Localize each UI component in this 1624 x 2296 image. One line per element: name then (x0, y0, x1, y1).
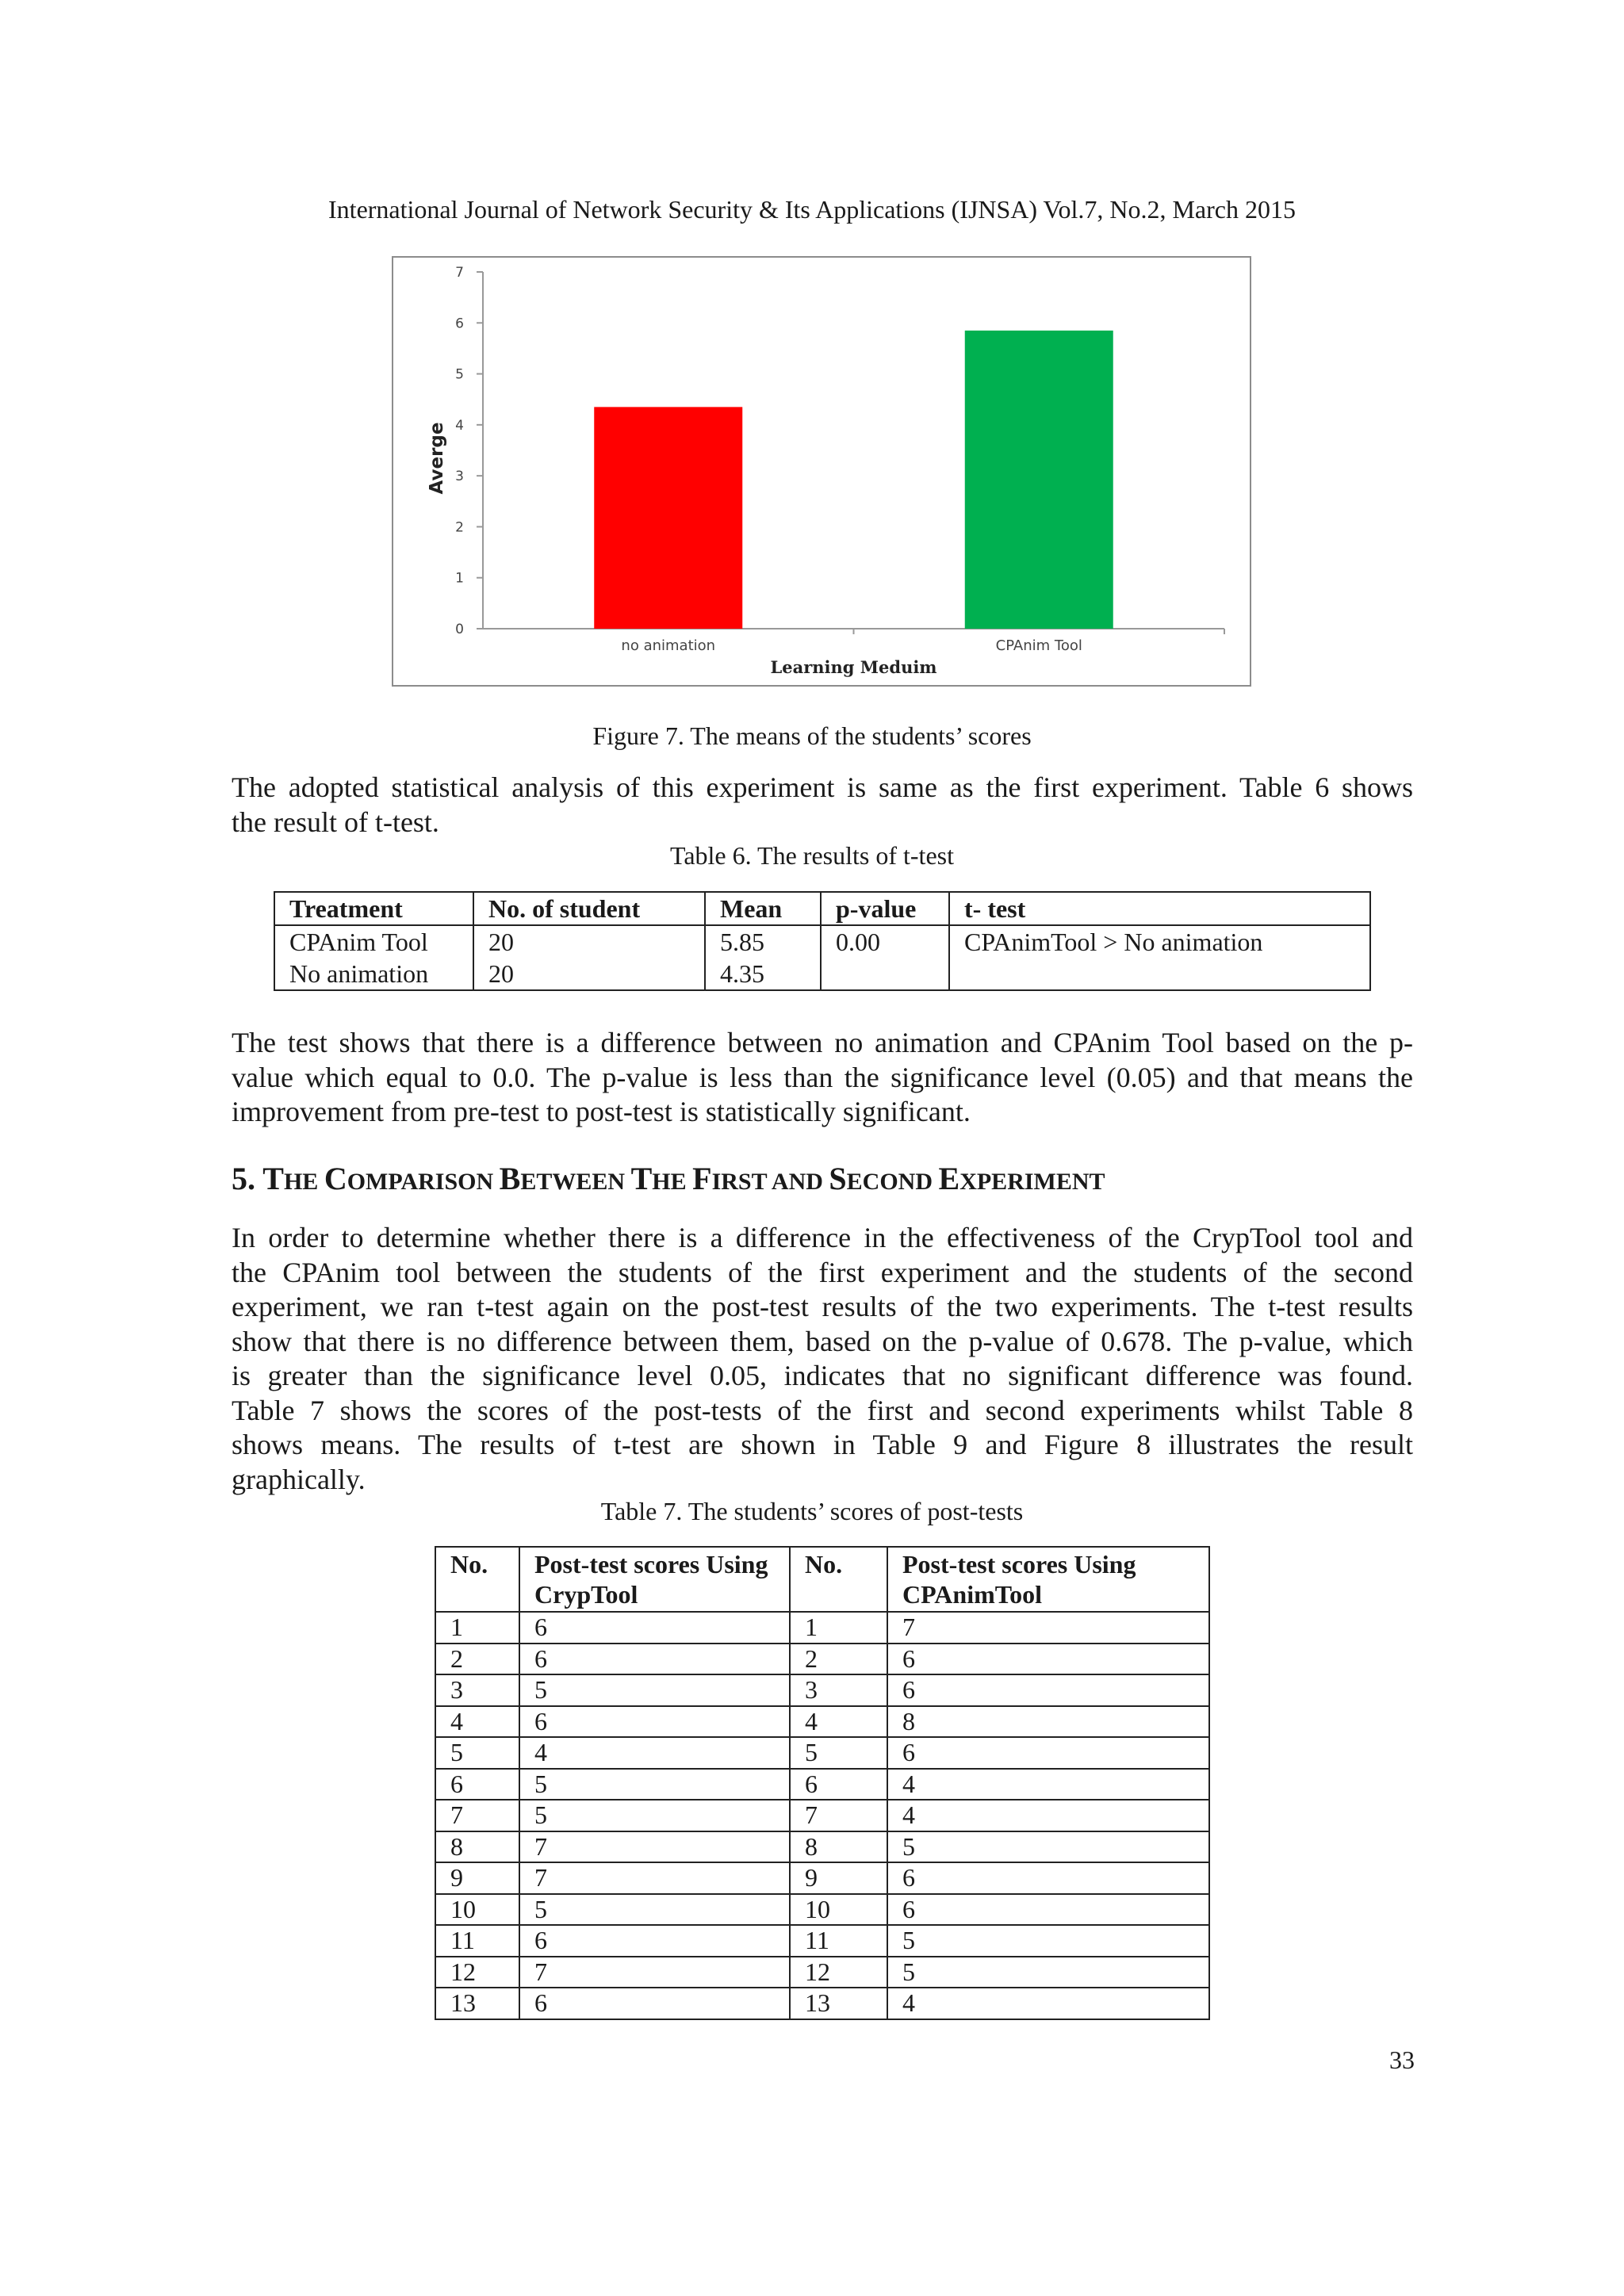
table-cell: 5 (887, 1957, 1209, 1988)
table-row (435, 1644, 1209, 1675)
section-title-part: IRST AND (711, 1169, 829, 1195)
table-row (435, 1612, 1209, 1644)
table-cell: 7 (887, 1612, 1209, 1644)
table-cell: 11 (790, 1925, 887, 1957)
section-5-heading (232, 1160, 1105, 1197)
table-row (274, 925, 1370, 958)
section-title-part: ECOND (846, 1169, 939, 1195)
table-cell: 6 (887, 1862, 1209, 1894)
section-5-paragraph (232, 1221, 1413, 1497)
section-title-part: HE (283, 1169, 324, 1195)
table-header-cell: Post-test scores Using CrypTool (519, 1547, 790, 1612)
table-cell: 10 (435, 1894, 519, 1926)
table-cell: 5 (519, 1674, 790, 1706)
table-header-cell: No. (790, 1547, 887, 1612)
section-title-part: B (499, 1161, 521, 1196)
table-cell: 6 (519, 1706, 790, 1738)
para-line: the result of t-test. (232, 806, 439, 838)
table-cell: 4 (887, 1988, 1209, 2019)
x-axis-title: Learning Meduim (770, 657, 937, 677)
section-number: 5. (232, 1161, 255, 1196)
table-cell: 7 (790, 1800, 887, 1831)
table-6-caption: Table 6. The results of t-test (670, 841, 954, 870)
table-cell: 1 (790, 1612, 887, 1644)
table-cell: 6 (887, 1737, 1209, 1769)
table-cell: 6 (887, 1674, 1209, 1706)
page-number: 33 (1389, 2045, 1415, 2074)
bar-chart (393, 258, 1253, 688)
section-title-part: ETWEEN (520, 1169, 631, 1195)
table-row (435, 1894, 1209, 1926)
table-header-row (274, 892, 1370, 925)
table-row (435, 1706, 1209, 1738)
table-cell: 5 (790, 1737, 887, 1769)
table-cell: 4 (519, 1737, 790, 1769)
table-cell: 5.85 (705, 925, 821, 958)
section-title-part: S (829, 1161, 847, 1196)
para-line: shows means. The results of t-test are shown in Table 9 and Figure 8 illustrates the result (232, 1429, 1413, 1460)
y-tick-label: 4 (455, 417, 464, 434)
table-header-cell: t- test (949, 892, 1370, 925)
table-row (435, 1737, 1209, 1769)
table-cell: 20 (473, 958, 705, 990)
y-tick-label: 0 (455, 622, 464, 637)
table-cell: 6 (519, 1925, 790, 1957)
table-cell: 4 (435, 1706, 519, 1738)
table-cell: 6 (887, 1894, 1209, 1926)
table-header-row (435, 1547, 1209, 1612)
section-title-part: F (692, 1161, 712, 1196)
section-title-part: T (262, 1161, 284, 1196)
para-line: show that there is no difference between them, based on the p-value of 0.678. The p-value, which (232, 1325, 1413, 1357)
x-tick-label: no animation (621, 637, 716, 654)
table-header-cell: Mean (705, 892, 821, 925)
section-title-part: HE (652, 1169, 693, 1195)
table-cell: CPAnimTool > No animation (949, 925, 1370, 958)
table-cell: 5 (519, 1894, 790, 1926)
table-cell: 11 (435, 1925, 519, 1957)
table-6 (274, 891, 1371, 991)
section-title-part: OMPARISON (347, 1169, 500, 1195)
table-cell: 6 (519, 1612, 790, 1644)
table-row (435, 1988, 1209, 2019)
section-title-part: T (630, 1161, 653, 1196)
table-cell: 3 (435, 1674, 519, 1706)
table-row (435, 1925, 1209, 1957)
table-cell: 5 (887, 1831, 1209, 1863)
table-cell: 9 (435, 1862, 519, 1894)
y-tick-label: 7 (455, 265, 464, 281)
table-cell: 12 (435, 1957, 519, 1988)
table-cell: 8 (435, 1831, 519, 1863)
table-cell: 7 (435, 1800, 519, 1831)
table-cell: 8 (790, 1831, 887, 1863)
table-row (435, 1800, 1209, 1831)
table-header-cell: No. (435, 1547, 519, 1612)
para-line: experiment, we ran t-test again on the post-test results of the two experiments. The t-test results (232, 1291, 1413, 1322)
table-cell: 4.35 (705, 958, 821, 990)
y-tick-label: 1 (455, 570, 464, 587)
table-7 (435, 1546, 1210, 2020)
table-cell: 13 (790, 1988, 887, 2019)
table-cell: 5 (435, 1737, 519, 1769)
table-cell: 8 (887, 1706, 1209, 1738)
y-tick-label: 2 (455, 519, 464, 536)
para-line: is greater than the significance level 0.05, indicates that no significant difference was found. (232, 1360, 1413, 1391)
table-row (435, 1674, 1209, 1706)
table-cell: 2 (435, 1644, 519, 1675)
para-line: The adopted statistical analysis of this experiment is same as the first experiment. Table 6 shows (232, 771, 1413, 803)
table-cell: CPAnim Tool (274, 925, 473, 958)
table-cell: 9 (790, 1862, 887, 1894)
table-cell: 6 (519, 1988, 790, 2019)
table-cell: 7 (519, 1831, 790, 1863)
bar (965, 331, 1113, 629)
table-cell: 5 (887, 1925, 1209, 1957)
table-header-cell: Treatment (274, 892, 473, 925)
table-cell: 13 (435, 1988, 519, 2019)
figure-7-caption: Figure 7. The means of the students’ scores (592, 721, 1032, 750)
table-cell: 6 (790, 1769, 887, 1800)
bar (594, 407, 742, 629)
table-7-caption: Table 7. The students’ scores of post-tests (600, 1497, 1024, 1525)
table-cell: 2 (790, 1644, 887, 1675)
table-cell: 5 (519, 1769, 790, 1800)
table-cell: 7 (519, 1957, 790, 1988)
section-title-part: C (324, 1161, 347, 1196)
y-tick-label: 6 (455, 316, 464, 332)
x-tick-label: CPAnim Tool (995, 637, 1082, 654)
table-row (435, 1862, 1209, 1894)
table-cell: 7 (519, 1862, 790, 1894)
para-line: The test shows that there is a difference between no animation and CPAnim Tool based on the p- (232, 1027, 1413, 1058)
table-row (435, 1831, 1209, 1863)
table-cell: 4 (790, 1706, 887, 1738)
table-cell: 0.00 (821, 925, 949, 958)
table-cell: 3 (790, 1674, 887, 1706)
y-tick-label: 3 (455, 469, 464, 485)
intro-paragraph (232, 771, 1413, 840)
table-cell: 6 (887, 1644, 1209, 1675)
table-header-cell: No. of student (473, 892, 705, 925)
para-line: Table 7 shows the scores of the post-tests of the first and second experiments whilst Table 8 (232, 1394, 1413, 1426)
table-cell: 1 (435, 1612, 519, 1644)
table-cell: No animation (274, 958, 473, 990)
table-row (435, 1769, 1209, 1800)
table-cell: 20 (473, 925, 705, 958)
table-cell (821, 958, 949, 990)
table-row (435, 1957, 1209, 1988)
table-cell: 12 (790, 1957, 887, 1988)
y-axis-title: Averge (427, 422, 447, 495)
result-paragraph (232, 1026, 1413, 1130)
para-line: the CPAnim tool between the students of the first experiment and the students of the second (232, 1256, 1413, 1288)
section-title-part: E (938, 1161, 960, 1196)
table-cell: 6 (435, 1769, 519, 1800)
figure-7-chart (392, 256, 1251, 687)
para-line: graphically. (232, 1463, 366, 1495)
table-cell: 4 (887, 1800, 1209, 1831)
para-line: In order to determine whether there is a difference in the effectiveness of the CrypTool tool and (232, 1222, 1413, 1253)
table-header-cell: p-value (821, 892, 949, 925)
running-head: International Journal of Network Security & Its Applications (IJNSA) Vol.7, No.2, March 2015 (328, 195, 1296, 224)
table-cell: 4 (887, 1769, 1209, 1800)
table-cell: 10 (790, 1894, 887, 1926)
table-header-cell: Post-test scores Using CPAnimTool (887, 1547, 1209, 1612)
para-line: value which equal to 0.0. The p-value is less than the significance level (0.05) and that means the (232, 1061, 1413, 1093)
table-cell: 6 (519, 1644, 790, 1675)
table-cell (949, 958, 1370, 990)
section-title-part: XPERIMENT (959, 1169, 1105, 1195)
table-cell: 5 (519, 1800, 790, 1831)
para-line: improvement from pre-test to post-test is statistically significant. (232, 1096, 971, 1127)
y-tick-label: 5 (455, 366, 464, 383)
table-row (274, 958, 1370, 990)
